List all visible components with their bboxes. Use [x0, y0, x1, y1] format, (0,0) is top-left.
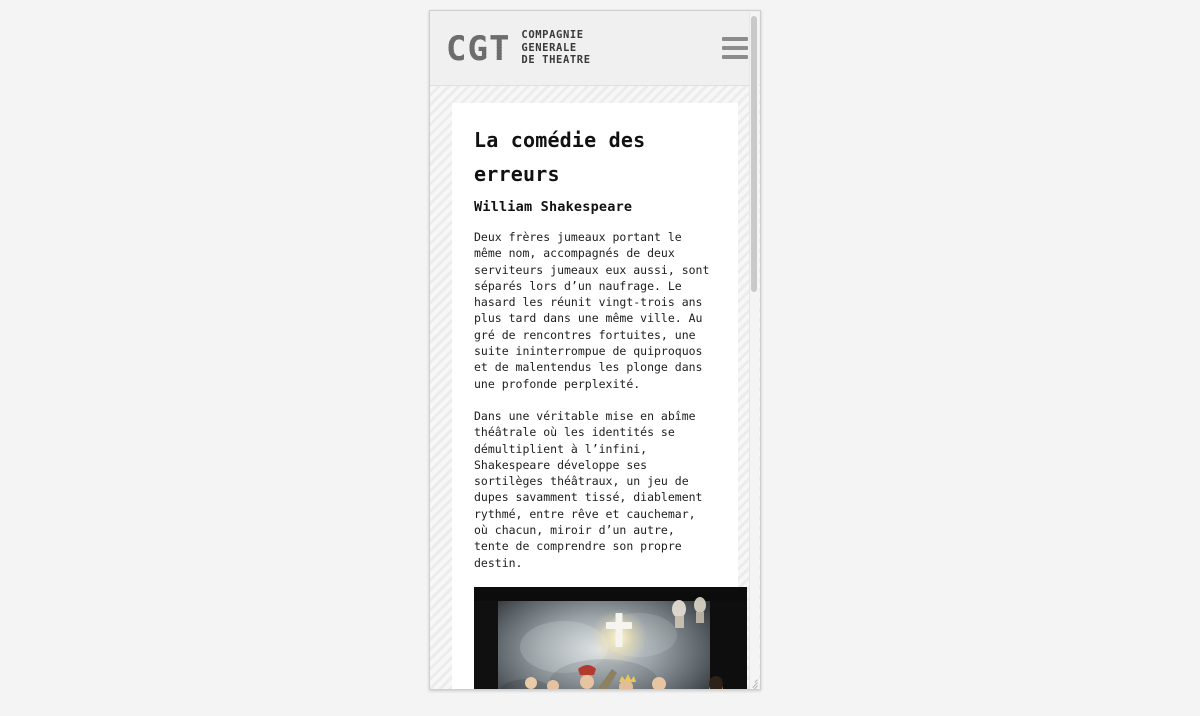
logo-line-1: COMPAGNIE	[521, 29, 584, 42]
logo-mark-cgt	[444, 29, 512, 67]
logo-line-3: DE THEATRE	[521, 54, 591, 67]
article-card	[452, 103, 738, 689]
article-author: William Shakespeare	[474, 199, 633, 215]
site-header	[430, 11, 760, 86]
hamburger-menu-icon[interactable]	[722, 37, 748, 59]
page-scroll-area[interactable]	[430, 11, 760, 689]
menu-bar-1	[722, 37, 748, 41]
logo-line-2: GENERALE	[521, 41, 577, 54]
menu-bar-3	[722, 55, 748, 59]
mobile-preview-frame	[429, 10, 761, 690]
article-paragraph: Deux frères jumeaux portant le même nom, accompagnés de deux serviteurs jumeaux eux aussi, sont séparés lors d’un naufrage. Le hasard les réunit vingt-trois ans plus tard dans une même ville. Au gré de rencontres fortuites, une suite ininterrompue de quiproquos et de malentendus les plonge dans une profonde perplexité.	[474, 230, 710, 391]
article-paragraph: Dans une véritable mise en abîme théâtrale où les identités se démultiplient à l’infini, Shakespeare développe ses sortilèges théâtraux, un jeu de dupes savamment tissé, diablement rythmé, entre rêve et cauchemar, où chacun, miroir d’un autre, tente de comprendre son propre destin.	[474, 408, 703, 570]
logo-mark-text: CGT	[446, 29, 511, 69]
production-photo	[474, 587, 747, 689]
site-body	[430, 11, 760, 689]
production-photo-image	[474, 587, 747, 689]
menu-bar-2	[722, 46, 748, 50]
page-title: La comédie des erreurs	[474, 128, 646, 186]
scrollbar-thumb[interactable]	[751, 16, 757, 292]
resize-grip[interactable]	[746, 675, 759, 688]
site-logo[interactable]	[444, 29, 722, 67]
logo-wordmark	[521, 29, 590, 67]
vertical-scrollbar[interactable]	[749, 12, 759, 690]
